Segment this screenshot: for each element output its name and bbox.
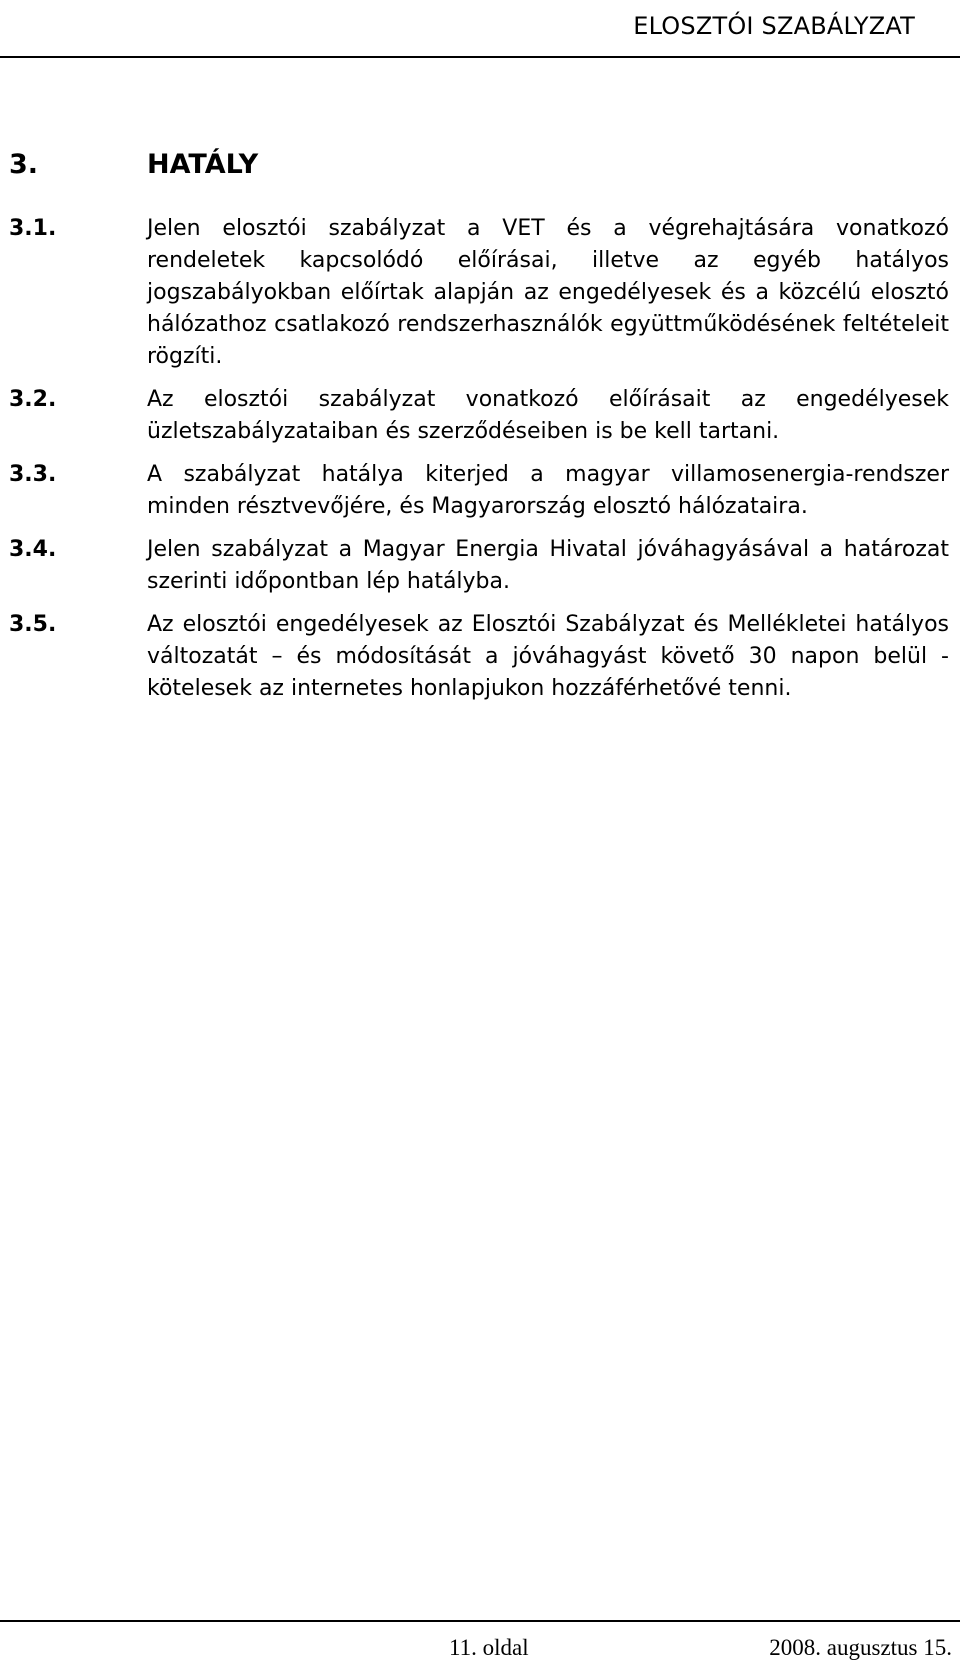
section-number: 3.4.	[9, 537, 57, 562]
section-text: Jelen elosztói szabályzat a VET és a végrehajtására vonatkozó rendeletek kapcsolódó előírásai, illetve az egyéb hatályos jogszabályokban előírtak alapján az engedélyesek és a közcélú elosztó hálózathoz csatlakozó rendszerhasználók együttműködésének feltételeit rögzíti.	[147, 216, 949, 369]
section-number: 3.5.	[9, 612, 57, 637]
section-3-5	[9, 609, 959, 705]
section-text: Az elosztói szabályzat vonatkozó előírásait az engedélyesek üzletszabályzataiban és szerződéseiben is be kell tartani.	[147, 387, 949, 444]
document-date: 2008. augusztus 15.	[769, 1635, 952, 1660]
section-3-1	[9, 213, 959, 373]
section-text: Jelen szabályzat a Magyar Energia Hivatal jóváhagyásával a határozat szerinti időpontban lép hatályba.	[147, 537, 949, 594]
page-number: 11. oldal	[449, 1635, 529, 1660]
section-3-2	[9, 384, 959, 448]
document-title: ELOSZTÓI SZABÁLYZAT	[633, 12, 915, 40]
section-text: A szabályzat hatálya kiterjed a magyar villamosenergia-rendszer minden résztvevőjére, és Magyarország elosztó hálózataira.	[147, 462, 949, 519]
chapter-heading	[9, 148, 909, 182]
chapter-title: HATÁLY	[147, 149, 259, 181]
chapter-number: 3.	[9, 149, 39, 181]
section-number: 3.2.	[9, 387, 57, 412]
section-number: 3.1.	[9, 216, 57, 241]
section-text: Az elosztói engedélyesek az Elosztói Szabályzat és Mellékletei hatályos változatát – és módosítását a jóváhagyást követő 30 napon belül - kötelesek az internetes honlapjukon hozzáférhetővé tenni.	[147, 612, 949, 701]
page-header	[0, 0, 960, 58]
section-number: 3.3.	[9, 462, 57, 487]
section-3-3	[9, 459, 959, 523]
section-3-4	[9, 534, 959, 598]
page-footer	[0, 1620, 960, 1677]
section-list	[9, 213, 959, 716]
